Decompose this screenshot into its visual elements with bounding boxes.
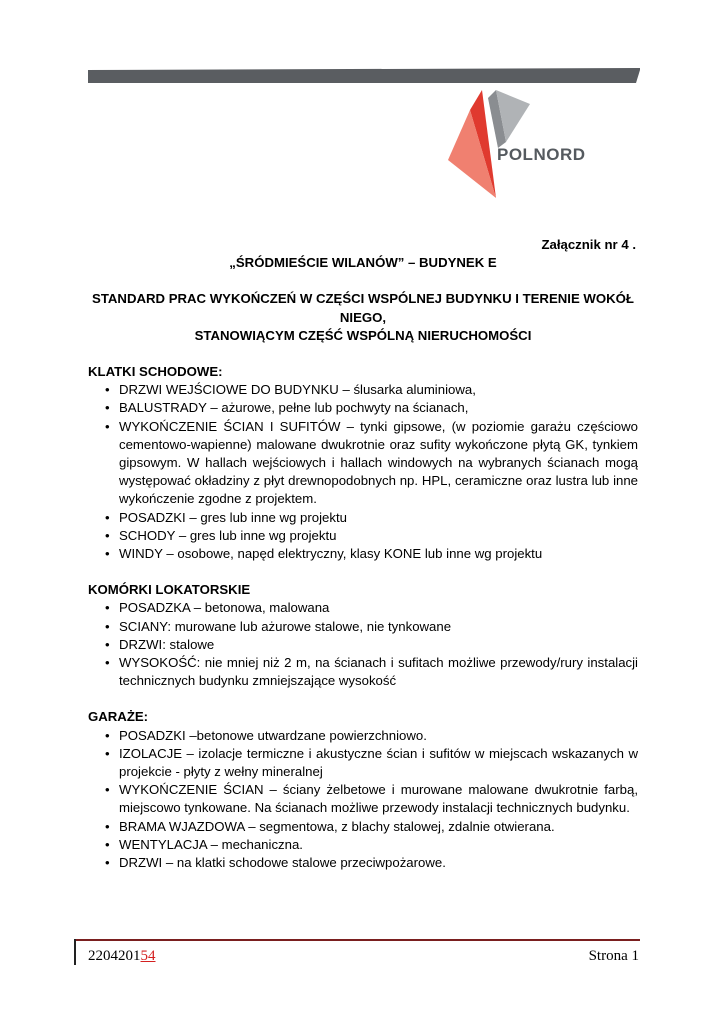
section-title: KLATKI SCHODOWE: [88, 364, 223, 380]
list-item: • DRZWI – na klatki schodowe stalowe przeciwpożarowe. [88, 854, 638, 872]
section-klatki [88, 363, 638, 563]
list-item: • WYKOŃCZENIE ŚCIAN I SUFITÓW – tynki gipsowe, (w poziomie garażu częściowo cementowo-wapienne) malowane dwukrotnie oraz sufity wykończone płytą GK, tynkiem gipsowym. W hallach wejściowych i hallach windowych na wybranych ścianach mogą występować okładziny z płyt drewnopodobnych np. HPL, ceramiczne oraz lustra lub inne wykończenie zgodne z projektem. [88, 418, 638, 509]
document-code-prefix: 2204201 [88, 948, 141, 964]
list-item: • DRZWI: stalowe [88, 636, 638, 654]
page-number: Strona 1 [588, 948, 639, 964]
list-item: • SCIANY: murowane lub ażurowe stalowe, nie tynkowane [88, 618, 638, 636]
list-item: • SCHODY – gres lub inne wg projektu [88, 527, 638, 545]
logo-wordmark: POLNORD [497, 145, 586, 164]
list-item: • WINDY – osobowe, napęd elektryczny, klasy KONE lub inne wg projektu [88, 545, 638, 563]
header-bar [88, 68, 640, 83]
list-item: • POSADZKI –betonowe utwardzane powierzchniowo. [88, 727, 638, 745]
footer-divider [74, 939, 640, 941]
list-item: • WENTYLACJA – mechaniczna. [88, 836, 638, 854]
document-code [88, 948, 156, 965]
document-body [88, 236, 638, 872]
building-title: „ŚRÓDMIEŚCIE WILANÓW” – BUDYNEK E [229, 255, 497, 271]
footer-margin-mark [74, 939, 76, 965]
section-title: KOMÓRKI LOKATORSKIE [88, 582, 251, 598]
list-item: • BALUSTRADY – ażurowe, pełne lub pochwyty na ścianach, [88, 399, 638, 417]
heading-line-1: STANDARD PRAC WYKOŃCZEŃ W CZĘŚCI WSPÓLNEJ BUDYNKU I TERENIE WOKÓŁ NIEGO, [92, 291, 634, 325]
document-code-suffix: 54 [140, 948, 156, 964]
list-item: • POSADZKA – betonowa, malowana [88, 599, 638, 617]
section-garaze [88, 708, 638, 872]
list-item: • IZOLACJE – izolacje termiczne i akustyczne ścian i sufitów w miejscach wskazanych w projekcie - płyty z wełny mineralnej [88, 745, 638, 781]
list-item: • WYSOKOŚĆ: nie mniej niż 2 m, na ścianach i sufitach możliwe przewody/rury instalacji technicznych budynku zmniejszające wysokość [88, 654, 638, 690]
list-item: • POSADZKI – gres lub inne wg projektu [88, 509, 638, 527]
list-item: • WYKOŃCZENIE ŚCIAN – ściany żelbetowe i murowane malowane dwukrotnie farbą, miejscowo tynkowane. Na ścianach możliwe przewody instalacji technicznych budynku. [88, 781, 638, 817]
list-item: • DRZWI WEJŚCIOWE DO BUDYNKU – ślusarka aluminiowa, [88, 381, 638, 399]
annex-label: Załącznik nr 4 . [541, 237, 636, 252]
heading-line-2: STANOWIĄCYM CZĘŚĆ WSPÓLNĄ NIERUCHOMOŚCI [194, 327, 532, 343]
polnord-logo [448, 88, 588, 198]
list-item: • BRAMA WJAZDOWA – segmentowa, z blachy stalowej, zdalnie otwierana. [88, 818, 638, 836]
section-title: GARAŻE: [88, 709, 149, 725]
section-komorki [88, 581, 638, 690]
